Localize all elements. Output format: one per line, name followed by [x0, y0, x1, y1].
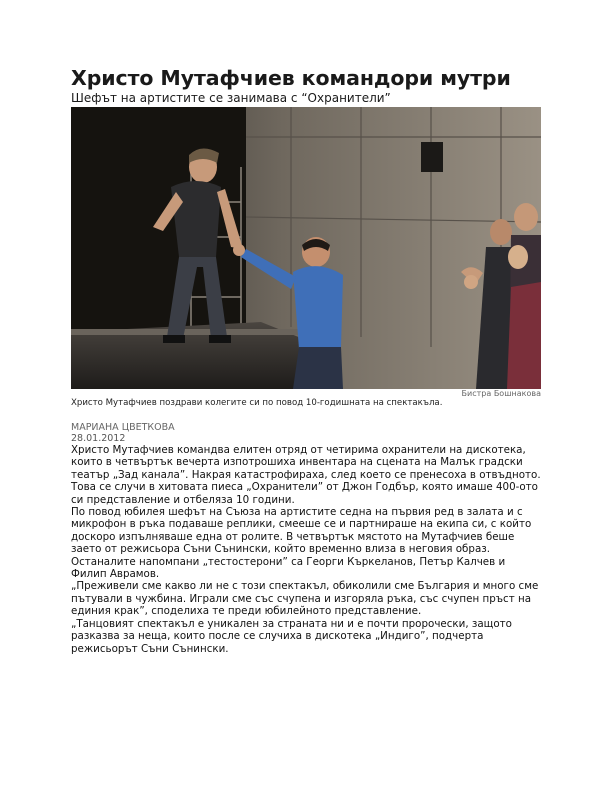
paragraph: Христо Мутафчиев командва елитен отряд от четирима охранители на дискотека, които в четвъртък вечерта изпотрошиха инвентара на сцената на Малък градски театър „Зад канала”. Накрая катастрофираха, след което се пренесоха в отвъдното. Това се случи в хитовата пиеса „Охранители” от Джон Годбър, която имаше 400-ото си представление и отбеляза 10 години. — [71, 444, 541, 506]
photo-credit: Бистра Бошнакова — [461, 389, 541, 398]
stage-photo-illustration — [71, 107, 541, 389]
article-photo — [71, 107, 541, 389]
speaker — [421, 142, 443, 172]
author: МАРИАНА ЦВЕТКОВА — [71, 422, 175, 433]
paragraph: По повод юбилея шефът на Съюза на артистите седна на първия ред в залата и с микрофон в ръка подаваше реплики, смееше се и партнираше на екипа си, с който доскоро изпълняваше една от ролите. В четвъртък мястото на Мутафчиев беше заето от режисьора Съни Сънински, който временно влиза в неговия образ. Останалите напомпани „тестостерони” са Георги Къркеланов, Петър Калчев и Филип Аврамов. — [71, 506, 532, 581]
article — [71, 66, 541, 655]
stage-edge — [71, 329, 311, 335]
paragraph: „Танцовият спектакъл е уникален за страната ни и е почти пророчески, защото разказва за неща, които после се случиха в дискотека „Индиго”, подчерта режисьорът Съни Сънински. — [71, 617, 512, 655]
article-body — [71, 444, 541, 655]
subheadline: Шефът на артистите се занимава с “Охранители” — [71, 91, 391, 105]
date: 28.01.2012 — [71, 433, 126, 444]
handshake — [233, 244, 245, 256]
headline: Христо Мутафчиев командори мутри — [71, 66, 511, 90]
paragraph: „Преживели сме какво ли не с този спектакъл, обиколили сме България и много сме пътували в чужбина. Играли сме със счупена и изгоряла ръка, със счупен пръст на единия крак”, споделиха те преди юбилейното представление. — [71, 580, 539, 618]
photo-caption: Христо Мутафчиев поздрави колегите си по повод 10-годишната на спектакъла. — [71, 398, 443, 408]
